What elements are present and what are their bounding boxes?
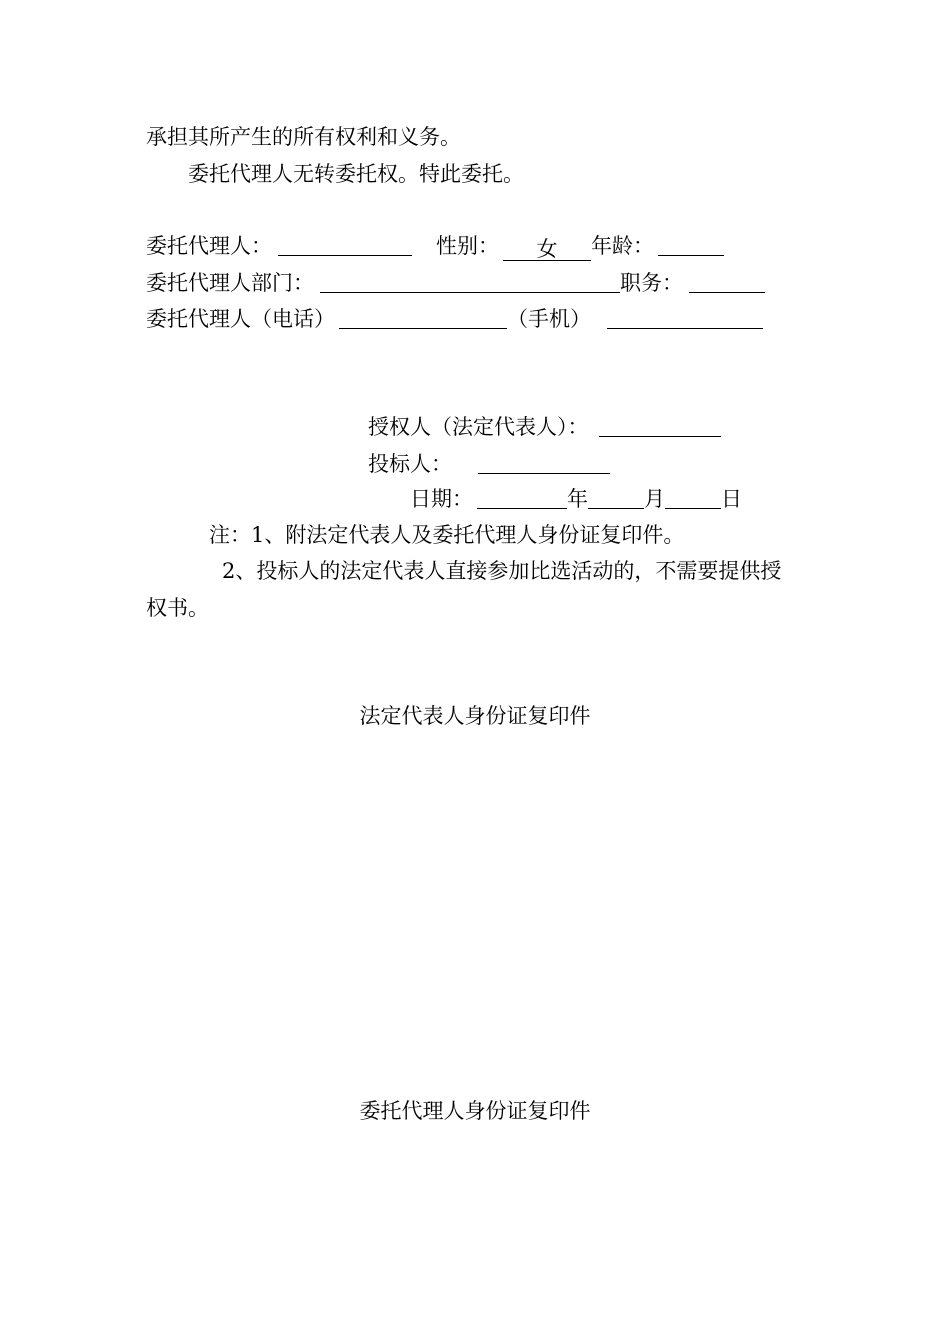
age-label: 年龄： xyxy=(591,234,654,258)
mobile-label: （手机） xyxy=(507,307,591,331)
agent-row xyxy=(146,232,724,260)
note-2-line-1: 2、投标人的法定代表人直接参加比选活动的，不需要提供授 xyxy=(222,559,782,583)
agent-name-blank[interactable] xyxy=(278,233,412,256)
paragraph-line-1: 承担其所产生的所有权利和义务。 xyxy=(146,125,461,149)
agent-id-heading: 委托代理人身份证复印件 xyxy=(359,1099,591,1123)
authorizer-label: 授权人（法定代表人）： xyxy=(368,415,589,439)
day-label: 日 xyxy=(721,487,742,511)
day-blank[interactable] xyxy=(665,486,721,509)
agent-label: 委托代理人： xyxy=(146,234,272,258)
year-blank[interactable] xyxy=(477,486,567,509)
note-2-line-2: 权书。 xyxy=(146,596,209,620)
phone-blank[interactable] xyxy=(339,306,507,329)
month-blank[interactable] xyxy=(588,486,644,509)
bidder-blank[interactable] xyxy=(478,451,610,474)
gender-label: 性别： xyxy=(436,234,499,258)
bidder-row xyxy=(368,450,610,478)
age-blank[interactable] xyxy=(658,233,724,256)
mobile-blank[interactable] xyxy=(607,306,763,329)
date-label: 日期： xyxy=(410,487,473,511)
authorizer-row xyxy=(368,413,721,441)
gender-blank[interactable] xyxy=(503,238,591,261)
phone-row xyxy=(146,305,763,333)
authorizer-blank[interactable] xyxy=(599,414,721,437)
phone-label: 委托代理人（电话） xyxy=(146,307,335,331)
department-row xyxy=(146,269,765,297)
month-label: 月 xyxy=(644,487,665,511)
year-label: 年 xyxy=(567,487,588,511)
note-1: 注：1、附法定代表人及委托代理人身份证复印件。 xyxy=(209,523,685,547)
paragraph-line-2: 委托代理人无转委托权。特此委托。 xyxy=(188,162,524,186)
position-label: 职务： xyxy=(620,271,683,295)
date-row xyxy=(410,485,742,513)
legal-rep-id-heading: 法定代表人身份证复印件 xyxy=(359,704,591,728)
department-blank[interactable] xyxy=(320,270,620,293)
bidder-label: 投标人： xyxy=(368,452,452,476)
gender-value: 女 xyxy=(536,237,558,261)
department-label: 委托代理人部门： xyxy=(146,271,314,295)
position-blank[interactable] xyxy=(689,270,765,293)
